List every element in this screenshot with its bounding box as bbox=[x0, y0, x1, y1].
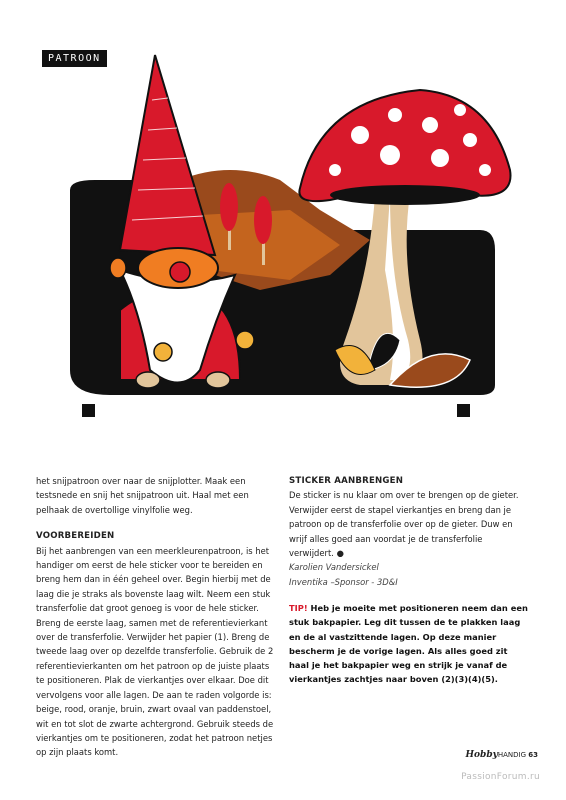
left-column bbox=[36, 474, 278, 760]
mushroom-cap bbox=[299, 90, 510, 201]
voorbereiden-paragraph: Bij het aanbrengen van een meerkleurenpatroon, is het handiger om eerst de hele sticker voor te bereiden en breng hem dan in één geheel over. Begin hierbij met de laag die je straks als bovenste laag wilt. Neem een stuk transferfolie dat groot genoeg is voor de hele sticker. Breng de eerste laag, samen met de referentievierkant over de transferfolie. Verwijder het papier (1). Breng de tweede laag over op dezelfde transferfolie. Gebruik de 2 referentievierkanten om het patroon op de juiste plaats te positioneren. Plak de vierkantjes over elkaar. Doe dit vervolgens voor alle lagen. De aan te raden volgorde is: beige, rood, oranje, bruin, zwart ovaal van paddenstoel, wit en tot slot de zwarte achtergrond. Gebruik steeds de vierkantjes om te positioneren, zodat het patroon netjes op zijn plaats komt. bbox=[36, 545, 274, 758]
heading-sticker-aanbrengen: STICKER AANBRENGEN bbox=[289, 476, 404, 486]
sticker-paragraph: De sticker is nu klaar om over te brengen op de gieter. Verwijder eerst de stapel vierkantjes en breng dan je patroon op de transferfolie over op de gieter. Duw en wrijf alles goed aan voordat je de transferfolie verwijdert. ● bbox=[289, 490, 519, 559]
section-label: PATROON bbox=[42, 50, 107, 67]
registration-square bbox=[82, 404, 95, 417]
author-credit: Inventika –Sponsor - 3D&I bbox=[289, 576, 398, 587]
watermark: PassionForum.ru bbox=[461, 772, 540, 782]
gnome-foot bbox=[136, 372, 160, 388]
gnome-nose bbox=[170, 262, 190, 282]
gnome-hand bbox=[154, 343, 172, 361]
tip-text: Heb je moeite met positioneren neem dan een stuk bakpapier. Leg dit tussen de te plakken laag en de al vastzittende lagen. Op deze manier bescherm je de vorige lagen. Als alles goed zit haal je het bakpapier weg en strijk je vanaf de vierkantjes zachtjes naar boven (2)(3)(4)(5). bbox=[289, 603, 528, 685]
registration-square bbox=[457, 404, 470, 417]
right-column bbox=[289, 474, 529, 686]
heading-voorbereiden: VOORBEREIDEN bbox=[36, 531, 115, 542]
gnome-foot bbox=[206, 372, 230, 388]
page-footer bbox=[466, 750, 538, 760]
footer-brand: Hobby bbox=[465, 750, 498, 760]
intro-paragraph: het snijpatroon over naar de snijplotter. Maak een testsnede en snij het snijpatroon uit. Haal met een pelhaak de overtollige vinylfolie weg. bbox=[36, 476, 249, 515]
page-number: 63 bbox=[528, 751, 538, 759]
gnome-mushroom-illustration bbox=[0, 40, 566, 430]
gnome-hat bbox=[120, 55, 215, 255]
gnome-hand bbox=[236, 331, 254, 349]
tip-label: TIP! bbox=[289, 603, 308, 614]
author-name: Karolien Vandersickel bbox=[289, 562, 379, 573]
footer-suffix: HANDIG bbox=[497, 751, 527, 759]
tip-paragraph bbox=[289, 601, 529, 686]
